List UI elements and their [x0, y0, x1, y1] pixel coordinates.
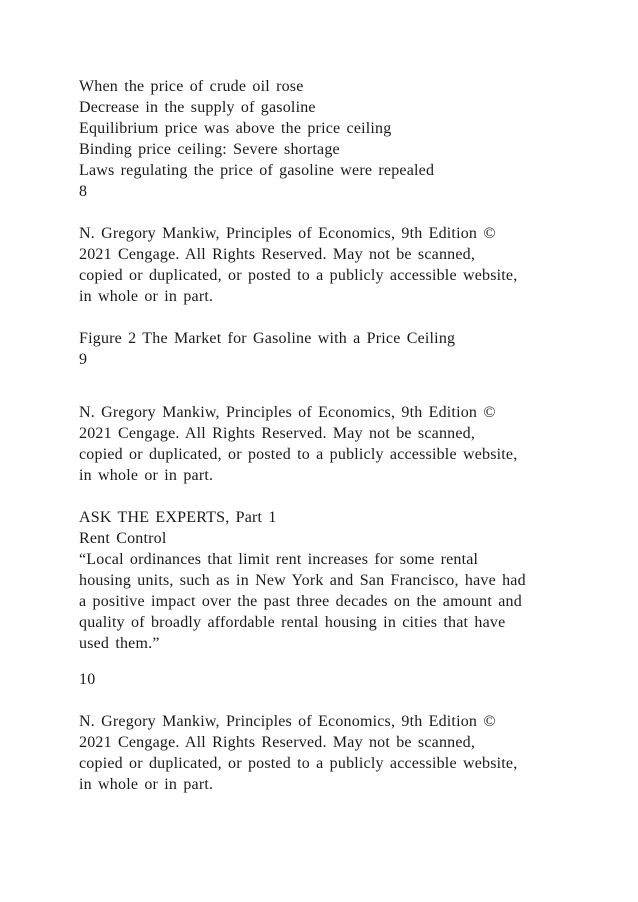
slide9-copyright-line-1: N. Gregory Mankiw, Principles of Economics, 9th Edition ©: [79, 404, 496, 421]
slide10-heading: ASK THE EXPERTS, Part 1: [79, 509, 277, 526]
slide10-copyright-line-1: N. Gregory Mankiw, Principles of Economics, 9th Edition ©: [79, 713, 496, 730]
slide10-quote-line-2: housing units, such as in New York and San Francisco, have had: [79, 572, 526, 589]
slide10-quote-line-1: “Local ordinances that limit rent increases for some rental: [79, 551, 479, 568]
slide8-copyright-line-2: 2021 Cengage. All Rights Reserved. May not be scanned,: [79, 246, 476, 263]
slide10-quote-line-3: a positive impact over the past three decades on the amount and: [79, 593, 522, 610]
slide8-page-number: 8: [79, 183, 88, 200]
slide8-line-3: Equilibrium price was above the price ceiling: [79, 120, 392, 137]
slide9-copyright-line-2: 2021 Cengage. All Rights Reserved. May not be scanned,: [79, 425, 476, 442]
slide10-copyright-line-4: in whole or in part.: [79, 776, 214, 793]
slide8-copyright-line-4: in whole or in part.: [79, 288, 214, 305]
slide8-line-2: Decrease in the supply of gasoline: [79, 99, 316, 116]
slide8-copyright-line-3: copied or duplicated, or posted to a publicly accessible website,: [79, 267, 518, 284]
slide8-line-4: Binding price ceiling: Severe shortage: [79, 141, 340, 158]
slide8-copyright-line-1: N. Gregory Mankiw, Principles of Economics, 9th Edition ©: [79, 225, 496, 242]
slide10-copyright-line-2: 2021 Cengage. All Rights Reserved. May not be scanned,: [79, 734, 476, 751]
slide10-quote-line-4: quality of broadly affordable rental housing in cities that have: [79, 614, 506, 631]
slide8-line-1: When the price of crude oil rose: [79, 78, 304, 95]
slide9-copyright-line-3: copied or duplicated, or posted to a publicly accessible website,: [79, 446, 518, 463]
slide9-copyright-line-4: in whole or in part.: [79, 467, 214, 484]
slide9-figure-caption: Figure 2 The Market for Gasoline with a Price Ceiling: [79, 330, 456, 347]
slide10-copyright-line-3: copied or duplicated, or posted to a publicly accessible website,: [79, 755, 518, 772]
slide10-page-number: 10: [79, 671, 96, 688]
slide10-subheading: Rent Control: [79, 530, 167, 547]
slide8-line-5: Laws regulating the price of gasoline were repealed: [79, 162, 435, 179]
slide9-page-number: 9: [79, 351, 88, 368]
slide10-quote-line-5: used them.”: [79, 635, 160, 652]
